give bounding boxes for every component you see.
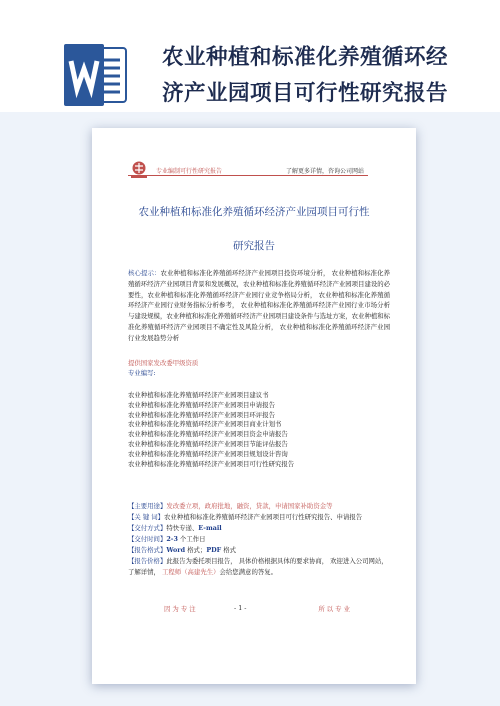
meta-price xyxy=(128,556,390,578)
summary-text: 农业种植和标准化养殖循环经济产业园项目投资环境分析， 农业种植和标准化养殖循环经济产业园项目背景和发展概况，农业种植和标准化养殖循环经济产业园项目建设的必要性，农业种植和标准化养殖循环经济产业园行业竞争格局分析， 农业种植和标准化养殖循环经济产业园行业财务指标分析参考， 农业种植和标准化养殖循环经济产业园行业市场分析与建设规模，农业种植和标准化养殖循环经济产业园项目建设条件与选址方案，农业种植和标准化养殖循环经济产业园项目不确定性及风险分析， 农业种植和标准化养殖循环经济产业园行业发展趋势分析 xyxy=(128,269,391,342)
related-reports-list xyxy=(128,391,294,469)
meta-keywords xyxy=(128,512,390,523)
banner xyxy=(0,0,500,112)
meta-format-pdf: PDF xyxy=(206,546,222,554)
meta-delivery-value: 特快专递、 xyxy=(166,524,199,532)
summary-label: 核心提示： xyxy=(128,269,161,277)
list-item: 农业种植和标准化养殖循环经济产业园项目规划设计咨询 xyxy=(128,449,288,458)
meta-price-end: 会给您满意的答复。 xyxy=(219,568,278,576)
list-item: 农业种植和标准化养殖循环经济产业园项目可行性研究报告 xyxy=(128,459,295,468)
meta-format-mid: 格式； xyxy=(185,546,207,554)
meta-price-label: 【报告价格】 xyxy=(128,557,167,565)
header-left-text: 专业编制可行性研究报告 xyxy=(156,168,223,175)
meta-price-engineer: 工程师（高建先生） xyxy=(161,568,220,576)
meta-time-unit: 个工作日 xyxy=(177,535,206,543)
meta-format-word: Word xyxy=(166,546,186,554)
meta-time-number: 2-3 xyxy=(166,535,178,543)
meta-delivery xyxy=(128,523,390,534)
meta-format-end: 格式 xyxy=(221,546,237,554)
page-number: - 1 - xyxy=(234,604,247,612)
word-icon xyxy=(64,44,128,106)
meta-usage-value: 发改委立项，政府批地，融资，贷款，申请国家补助资金等 xyxy=(166,502,333,510)
list-item: 农业种植和标准化养殖循环经济产业园项目资金申请报告 xyxy=(128,430,288,439)
banner-title-line-1: 农业种植和标准化养殖循环经 xyxy=(162,45,449,70)
footer-left-text: 因 为 专 注 xyxy=(164,605,196,613)
meta-format xyxy=(128,545,390,556)
document-title-line-1: 农业种植和标准化养殖循环经济产业园项目可行性 xyxy=(138,206,370,218)
list-item: 农业种植和标准化养殖循环经济产业园项目建议书 xyxy=(128,391,269,399)
meta-delivery-label: 【交付方式】 xyxy=(128,524,167,532)
meta-keywords-label: 【关 键 词】 xyxy=(128,513,165,521)
document-page xyxy=(92,128,416,684)
meta-time xyxy=(128,534,390,545)
banner-title-line-2: 济产业园项目可行性研究报告 xyxy=(162,81,449,106)
list-item: 农业种植和标准化养殖循环经济产业园项目申请报告 xyxy=(128,400,275,409)
meta-usage xyxy=(128,501,390,512)
meta-keywords-value: 农业种植和标准化养殖循环经济产业园项目可行性研究报告、申请报告 xyxy=(164,513,363,521)
report-meta xyxy=(128,501,390,578)
header-right-text: 了解更多详情，咨询公司网站 xyxy=(285,168,364,175)
header-divider xyxy=(128,175,368,176)
qualification-note: 提供国家发改委甲级资质 xyxy=(128,359,199,367)
company-logo-icon xyxy=(128,160,150,180)
meta-usage-label: 【主要用途】 xyxy=(128,502,167,510)
meta-format-label: 【报告格式】 xyxy=(128,546,167,554)
summary-paragraph xyxy=(128,268,390,344)
editor-label: 专业编写: xyxy=(128,369,156,377)
meta-price-value: 此报告为委托项目报告， 具体价格根据具体的要求协商， 欢迎进入公司网站， 了解详情， xyxy=(128,557,388,576)
meta-time-label: 【交付时间】 xyxy=(128,535,167,543)
meta-delivery-email: E-mail xyxy=(198,524,222,532)
document-title-line-2: 研究报告 xyxy=(233,240,275,252)
page-footer xyxy=(128,604,368,616)
list-item: 农业种植和标准化养殖循环经济产业园项目环评报告 xyxy=(128,410,275,419)
list-item: 农业种植和标准化养殖循环经济产业园项目商业计划书 xyxy=(128,420,282,429)
footer-right-text: 所 以 专 业 xyxy=(318,605,350,613)
list-item: 农业种植和标准化养殖循环经济产业园项目节能评估报告 xyxy=(128,439,288,448)
